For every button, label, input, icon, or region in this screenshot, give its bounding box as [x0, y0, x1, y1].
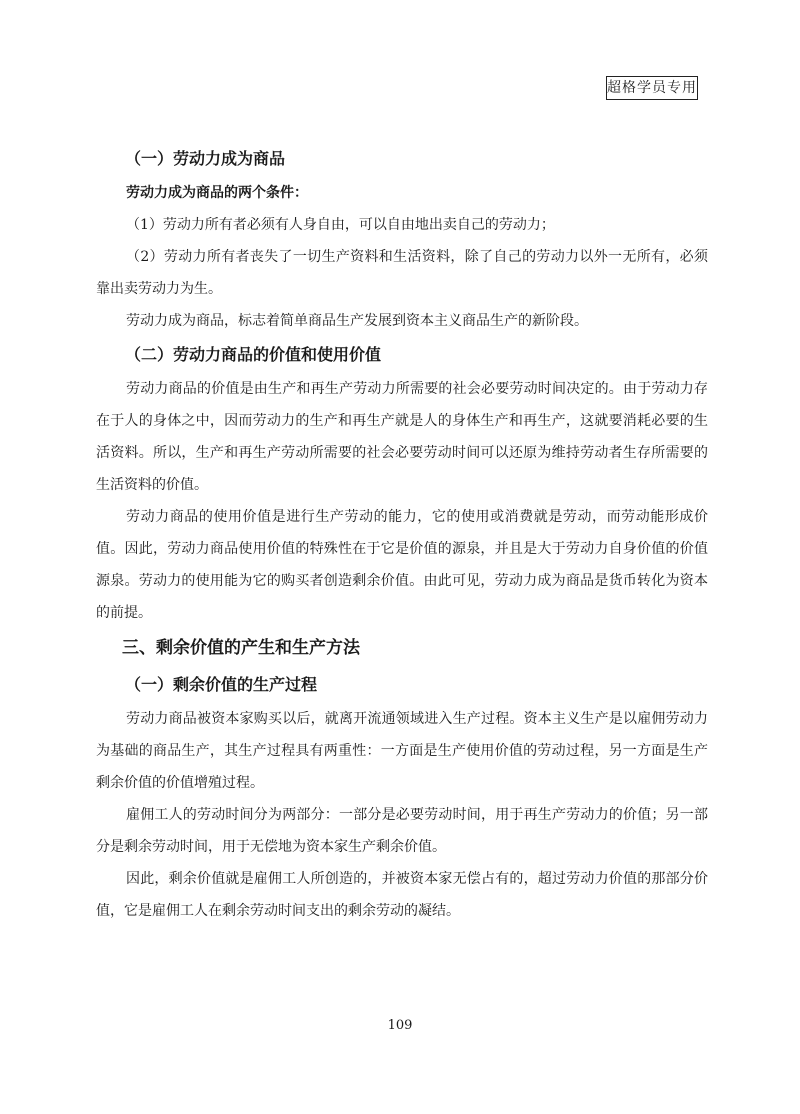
- page-content: [96, 141, 708, 927]
- conditions-title: 劳动力成为商品的两个条件：: [126, 185, 308, 201]
- paragraph-labor-value: 劳动力商品的价值是由生产和再生产劳动力所需要的社会必要劳动时间决定的。由于劳动力存在于人的身体之中，因而劳动力的生产和再生产就是人的身体生产和再生产，这就要消耗必要的生活资料。所以，生产和再生产劳动所需要的社会必要劳动时间可以还原为维持劳动者生存所需要的生活资料的价值。: [96, 381, 708, 493]
- heading-surplus-value: 三、剩余价值的产生和生产方法: [122, 638, 360, 658]
- condition-2: （2）劳动力所有者丧失了一切生产资料和生活资料，除了自己的劳动力以外一无所有，必须靠出卖劳动力为生。: [96, 249, 708, 297]
- condition-1: （1）劳动力所有者必须有人身自由，可以自由地出卖自己的劳动力；: [126, 217, 555, 233]
- paragraph-use-value: 劳动力商品的使用价值是进行生产劳动的能力，它的使用或消费就是劳动，而劳动能形成价值。因此，劳动力商品使用价值的特殊性在于它是价值的源泉，并且是大于劳动力自身价值的价值源泉。劳动力的使用能为它的购买者创造剩余价值。由此可见，劳动力成为商品是货币转化为资本的前提。: [96, 509, 708, 621]
- heading-value-and-use-value: （二）劳动力商品的价值和使用价值: [125, 345, 382, 364]
- paragraph-labor-time: 雇佣工人的劳动时间分为两部分：一部分是必要劳动时间，用于再生产劳动力的价值；另一部分是剩余劳动时间，用于无偿地为资本家生产剩余价值。: [96, 807, 708, 855]
- paragraph-surplus-definition: 因此，剩余价值就是雇佣工人所创造的，并被资本家无偿占有的，超过劳动力价值的那部分价值，它是雇佣工人在剩余劳动时间支出的剩余劳动的凝结。: [96, 871, 708, 919]
- heading-production-process: （一）剩余价值的生产过程: [125, 675, 318, 694]
- paragraph-production-process: 劳动力商品被资本家购买以后，就离开流通领域进入生产过程。资本主义生产是以雇佣劳动力为基础的商品生产，其生产过程具有两重性：一方面是生产使用价值的劳动过程，另一方面是生产剩余价值的价值增殖过程。: [96, 711, 708, 791]
- heading-labor-as-commodity: （一）劳动力成为商品: [125, 149, 286, 168]
- paragraph-new-stage: 劳动力成为商品，标志着简单商品生产发展到资本主义商品生产的新阶段。: [126, 313, 588, 329]
- member-only-badge: 超格学员专用: [606, 76, 698, 100]
- page-number: 109: [387, 1018, 413, 1033]
